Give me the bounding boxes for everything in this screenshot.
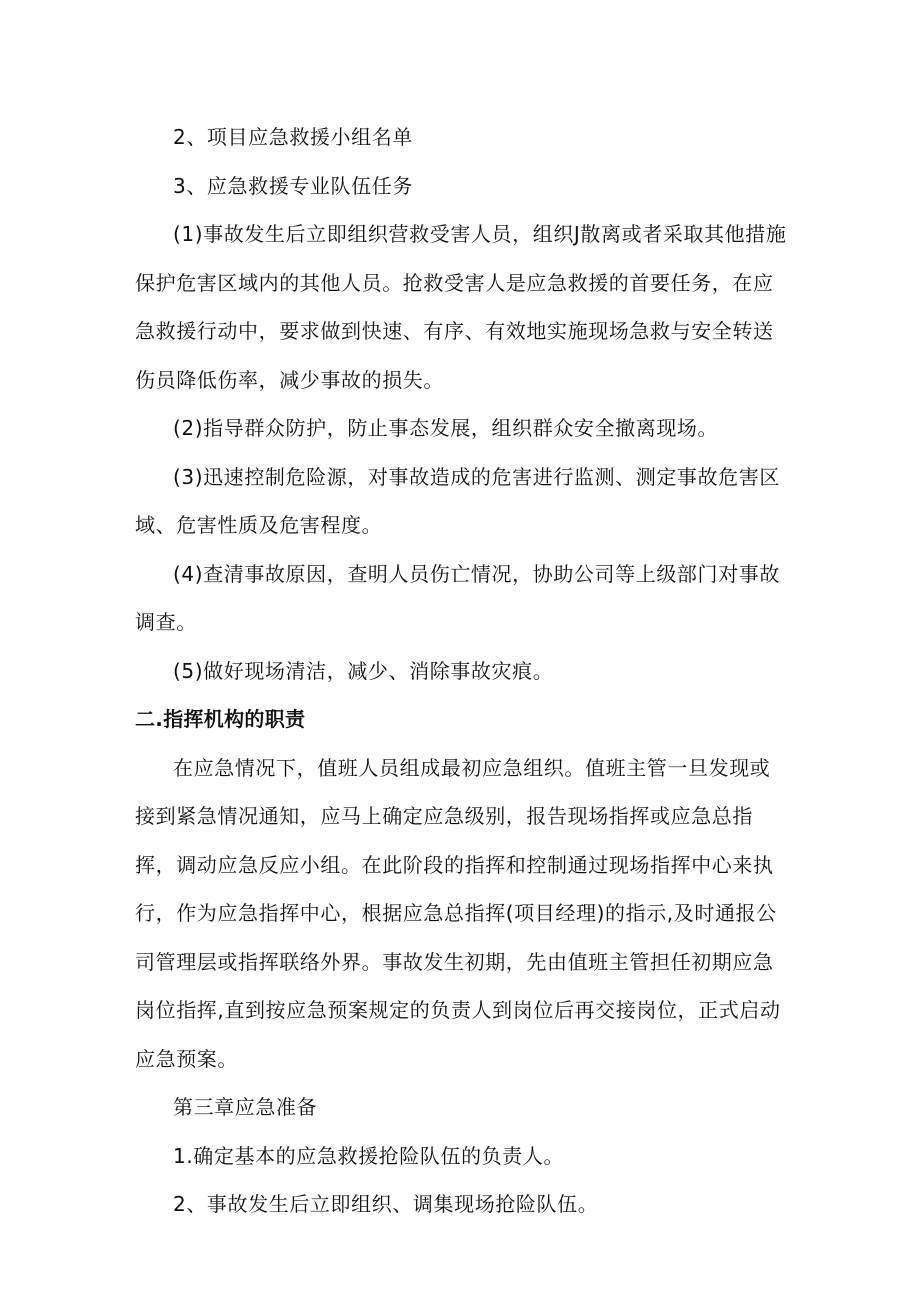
document-body: [135, 113, 790, 1229]
task-paragraph-4: (4)查清事故原因，查明人员伤亡情况，协助公司等上级部门对事故调查。: [135, 561, 780, 634]
task-paragraph-1: (1)事故发生后立即组织营救受害人员，组织J散离或者采取其他措施保护危害区域内的其他人员。抢救受害人是应急救援的首要任务，在应急救援行动中，要求做到快速、有序、有效地实施现场急救与安全转送伤员降低伤率，减少事故的损失。: [135, 222, 787, 392]
task-paragraph-2: (2)指导群众防护，防止事态发展，组织群众安全撤离现场。: [173, 416, 719, 440]
list-item-team-tasks: 3、应急救援专业队伍任务: [173, 173, 413, 198]
task-paragraph-5: (5)做好现场清洁，减少、消除事故灾痕。: [173, 658, 554, 683]
section-heading: 二.指挥机构的职责: [135, 707, 306, 731]
prep-item-1: 1.确定基本的应急救援抢险队伍的负责人。: [173, 1143, 565, 1168]
command-paragraph: 在应急情况下，值班人员组成最初应急组织。值班主管一旦发现或接到紧急情况通知，应马上确定应急级别，报告现场指挥或应急总指挥，调动应急反应小组。在此阶段的指挥和控制通过现场指挥中心来执行，作为应急指挥中心，根据应急总指挥(项目经理)的指示,及时通报公司管理层或指挥联络外界。事故发生初期，先由值班主管担任初期应急岗位指挥,直到按应急预案规定的负责人到岗位后再交接岗位，正式启动应急预案。: [135, 755, 781, 1071]
task-paragraph-3: (3)迅速控制危险源，对事故造成的危害进行监测、测定事故危害区域、危害性质及危害程度。: [135, 464, 780, 537]
chapter-heading: 第三章应急准备: [173, 1095, 318, 1119]
prep-item-2: 2、事故发生后立即组织、调集现场抢险队伍。: [173, 1192, 599, 1216]
list-item-project-team: 2、项目应急救援小组名单: [173, 125, 413, 149]
